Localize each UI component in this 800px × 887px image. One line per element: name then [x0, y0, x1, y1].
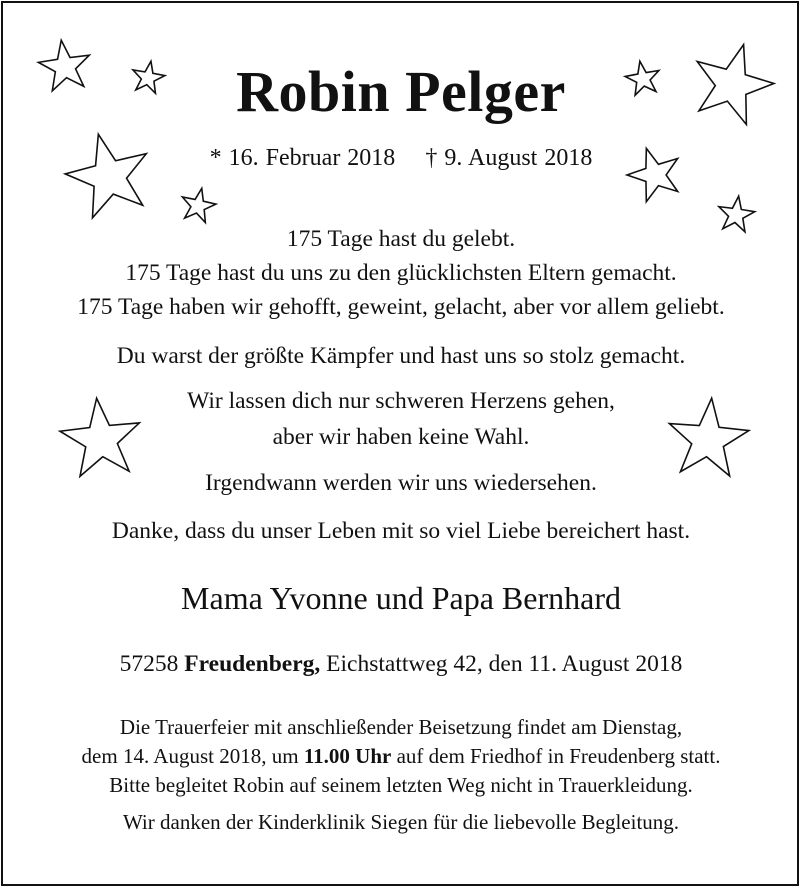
- verse-line: Irgendwann werden wir uns wiedersehen.: [205, 470, 597, 496]
- verse-line: 175 Tage hast du gelebt.: [286, 226, 516, 252]
- thanks-note: Wir danken der Kinderklinik Siegen für die liebevolle Begleitung.: [122, 810, 680, 834]
- verse-line: Wir lassen dich nur schweren Herzens gehen,: [187, 388, 615, 414]
- funeral-time: 11.00 Uhr: [303, 744, 392, 768]
- address-line: [3, 649, 799, 679]
- dress-code-note: Bitte begleitet Robin auf seinem letzten Weg nicht in Trauerkleidung.: [109, 773, 693, 797]
- verse-line: aber wir haben keine Wahl.: [272, 424, 530, 450]
- verse-line: Du warst der größte Kämpfer und hast uns so stolz gemacht.: [116, 343, 686, 369]
- verse-line: 175 Tage hast du uns zu den glücklichsten Eltern gemacht.: [125, 260, 677, 286]
- funeral-info-line: [3, 743, 799, 770]
- postal-code: 57258: [119, 651, 179, 677]
- funeral-info-line: Die Trauerfeier mit anschließender Beisetzung findet am Dienstag,: [119, 715, 683, 739]
- verse-line: 175 Tage haben wir gehofft, geweint, gelacht, aber vor allem geliebt.: [77, 294, 725, 320]
- deceased-name: Robin Pelger: [236, 59, 566, 124]
- funeral-place: auf dem Friedhof in Freudenberg statt.: [396, 744, 721, 768]
- death-date: † 9. August 2018: [425, 145, 593, 171]
- family-signature: Mama Yvonne und Papa Bernhard: [181, 580, 621, 616]
- funeral-date: dem 14. August 2018, um: [81, 744, 299, 768]
- star-icon: [177, 185, 219, 227]
- obituary-notice: [1, 1, 799, 886]
- city: Freudenberg,: [184, 651, 321, 677]
- street-and-date: Eichstattweg 42, den 11. August 2018: [326, 651, 683, 677]
- birth-date: * 16. Februar 2018: [209, 145, 396, 171]
- life-dates: [3, 143, 799, 173]
- verse-line: Danke, dass du unser Leben mit so viel Liebe bereichert hast.: [111, 518, 691, 544]
